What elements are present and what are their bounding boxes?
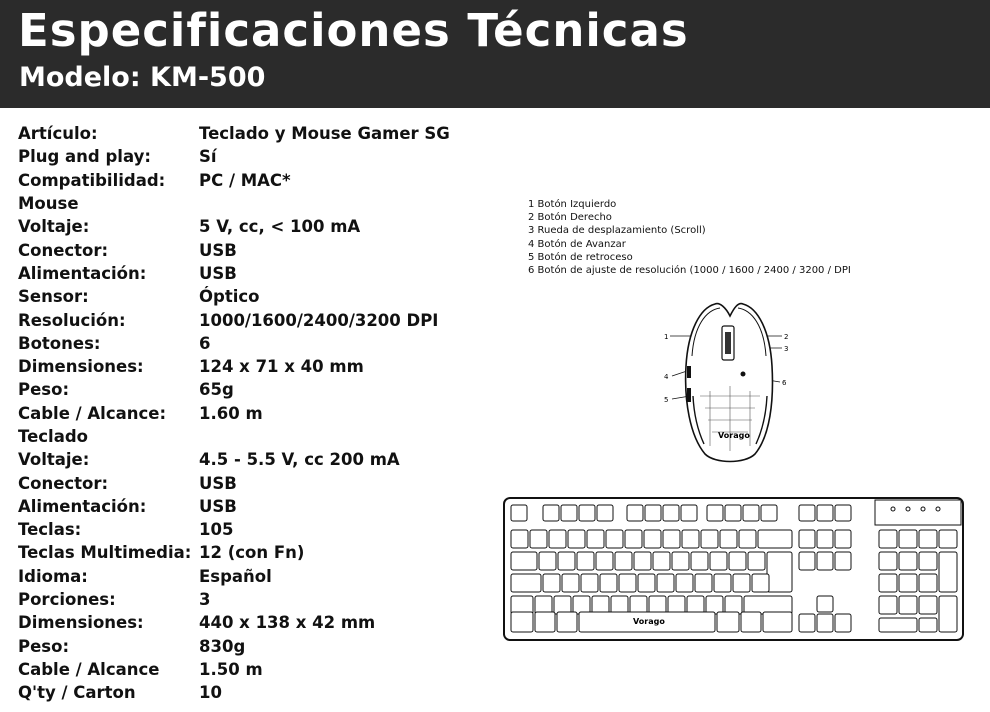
spec-label: Idioma: xyxy=(18,566,88,586)
spec-value: 6 xyxy=(199,333,211,353)
keyboard-key xyxy=(799,530,815,548)
spec-label: Conector: xyxy=(18,473,109,493)
keyboard-key xyxy=(562,574,579,592)
spec-row xyxy=(18,378,488,401)
keyboard-key xyxy=(557,612,577,632)
spec-label: Conector: xyxy=(18,240,109,260)
spec-row xyxy=(18,565,488,588)
spec-label: Peso: xyxy=(18,636,70,656)
keyboard-key xyxy=(676,574,693,592)
spec-row xyxy=(18,145,488,168)
spec-label: Botones: xyxy=(18,333,101,353)
keyboard-key xyxy=(879,530,897,548)
keyboard-key xyxy=(668,596,685,614)
spec-value: 3 xyxy=(199,590,211,610)
spec-value: 65g xyxy=(199,380,234,400)
spec-row xyxy=(18,238,488,261)
keyboard-key xyxy=(899,552,917,570)
keyboard-key xyxy=(714,574,731,592)
spec-row xyxy=(18,262,488,285)
keyboard-key xyxy=(919,530,937,548)
keyboard-key xyxy=(511,596,533,614)
keyboard-key xyxy=(573,596,590,614)
page-title: Especificaciones Técnicas xyxy=(18,4,689,57)
keyboard-key xyxy=(879,552,897,570)
keyboard-key xyxy=(535,596,552,614)
spec-label: Dimensiones: xyxy=(18,357,144,377)
spec-row xyxy=(18,471,488,494)
spec-row xyxy=(18,332,488,355)
spec-value: Sí xyxy=(199,147,217,167)
keyboard-key xyxy=(645,505,661,521)
spec-row xyxy=(18,635,488,658)
keyboard-key xyxy=(899,596,917,614)
spec-label: Alimentación: xyxy=(18,263,147,283)
spec-row xyxy=(18,681,488,704)
spec-row xyxy=(18,192,488,215)
legend-item: 6 Botón de ajuste de resolución (1000 / 1600 / 2400 / 3200 / DPI xyxy=(528,265,851,277)
keyboard-key xyxy=(919,574,937,592)
keyboard-key xyxy=(663,505,679,521)
callout-6: 6 xyxy=(782,379,787,387)
keyboard-key xyxy=(743,505,759,521)
keyboard-key xyxy=(579,505,595,521)
dpi-button xyxy=(741,372,746,377)
keyboard-key xyxy=(627,505,643,521)
keyboard-key xyxy=(835,530,851,548)
spec-label: Plug and play: xyxy=(18,147,151,167)
legend-item: 3 Rueda de desplazamiento (Scroll) xyxy=(528,225,706,237)
spec-row xyxy=(18,122,488,145)
keyboard-key xyxy=(919,596,937,614)
spec-label: Cable / Alcance xyxy=(18,659,160,679)
spec-row xyxy=(18,285,488,308)
spec-row xyxy=(18,215,488,238)
keyboard-key xyxy=(596,552,613,570)
spec-value: Español xyxy=(199,566,272,586)
keyboard-key xyxy=(717,612,739,632)
keyboard-key xyxy=(899,574,917,592)
mouse-brand-logo: Vorago xyxy=(718,431,750,440)
keyboard-key xyxy=(879,596,897,614)
spec-row xyxy=(18,425,488,448)
keyboard-key xyxy=(543,574,560,592)
keyboard-key xyxy=(672,552,689,570)
legend-item: 2 Botón Derecho xyxy=(528,212,612,224)
spec-row xyxy=(18,402,488,425)
keyboard-key xyxy=(606,530,623,548)
keyboard-key xyxy=(549,530,566,548)
callout-1: 1 xyxy=(664,333,669,341)
keyboard-key xyxy=(919,552,937,570)
keyboard-key xyxy=(511,505,527,521)
keyboard-key xyxy=(695,574,712,592)
keyboard-key xyxy=(758,530,792,548)
keyboard-key xyxy=(681,505,697,521)
keyboard-key xyxy=(939,596,957,632)
spec-row xyxy=(18,355,488,378)
keyboard-key xyxy=(682,530,699,548)
keyboard-key xyxy=(799,614,815,632)
keyboard-key xyxy=(511,530,528,548)
keyboard-key xyxy=(634,552,651,570)
keyboard-diagram xyxy=(503,497,964,641)
spec-value: 1.60 m xyxy=(199,403,263,423)
spec-label: Resolución: xyxy=(18,310,126,330)
spec-label: Q'ty / Carton xyxy=(18,683,136,703)
keyboard-key xyxy=(939,552,957,592)
keyboard-key xyxy=(511,612,533,632)
spec-value: 5 V, cc, < 100 mA xyxy=(199,217,361,237)
keyboard-key xyxy=(919,618,937,632)
spec-row xyxy=(18,658,488,681)
mouse-legend xyxy=(528,198,851,277)
keyboard-key xyxy=(625,530,642,548)
keyboard-key xyxy=(687,596,704,614)
spec-label: Compatibilidad: xyxy=(18,170,166,190)
keyboard-key xyxy=(707,505,723,521)
keyboard-key xyxy=(799,552,815,570)
spec-label: Voltaje: xyxy=(18,450,90,470)
keyboard-key xyxy=(899,530,917,548)
legend-item: 5 Botón de retroceso xyxy=(528,251,633,263)
spec-value: 440 x 138 x 42 mm xyxy=(199,613,376,633)
keyboard-key xyxy=(663,530,680,548)
keyboard-key xyxy=(748,552,765,570)
keyboard-key xyxy=(539,552,556,570)
keyboard-key xyxy=(543,505,559,521)
keyboard-key xyxy=(761,505,777,521)
keyboard-key xyxy=(530,530,547,548)
keyboard-key xyxy=(879,618,917,632)
keyboard-key xyxy=(691,552,708,570)
spec-value: Óptico xyxy=(199,287,260,307)
keyboard-key xyxy=(817,596,833,612)
side-button-back xyxy=(687,388,691,402)
keyboard-key xyxy=(600,574,617,592)
keyboard-key xyxy=(741,612,761,632)
scroll-wheel-grip xyxy=(725,332,731,354)
keyboard-key xyxy=(587,530,604,548)
keyboard-key xyxy=(817,530,833,548)
spec-label: Voltaje: xyxy=(18,217,90,237)
keyboard-key xyxy=(592,596,609,614)
spec-value: 4.5 - 5.5 V, cc 200 mA xyxy=(199,450,400,470)
keyboard-key xyxy=(835,614,851,632)
spec-value: USB xyxy=(199,263,237,283)
spec-row xyxy=(18,541,488,564)
keyboard-key xyxy=(581,574,598,592)
legend-item: 1 Botón Izquierdo xyxy=(528,199,617,210)
keyboard-key xyxy=(597,505,613,521)
spec-label: Alimentación: xyxy=(18,496,147,516)
legend-item: 4 Botón de Avanzar xyxy=(528,238,626,250)
keyboard-key xyxy=(535,612,555,632)
spec-table xyxy=(18,122,488,704)
spec-label: Teclas: xyxy=(18,520,82,540)
spec-value: 124 x 71 x 40 mm xyxy=(199,357,364,377)
keyboard-key xyxy=(720,530,737,548)
keyboard-key xyxy=(511,574,541,592)
indicator-panel xyxy=(875,500,961,525)
keyboard-key xyxy=(817,552,833,570)
spec-row xyxy=(18,518,488,541)
keyboard-key xyxy=(511,552,537,570)
spec-value: 830g xyxy=(199,636,246,656)
model-subtitle: Modelo: KM-500 xyxy=(19,62,266,93)
keyboard-key xyxy=(799,505,815,521)
spec-row xyxy=(18,308,488,331)
keyboard-key xyxy=(653,552,670,570)
keyboard-key xyxy=(835,552,851,570)
keyboard-key xyxy=(879,574,897,592)
spec-label: Dimensiones: xyxy=(18,613,144,633)
keyboard-key xyxy=(733,574,750,592)
keyboard-key xyxy=(739,530,756,548)
spec-label: Teclado xyxy=(18,427,88,446)
callout-2: 2 xyxy=(784,333,789,341)
spec-value: 105 xyxy=(199,520,234,540)
keyboard-key xyxy=(649,596,666,614)
keyboard-key xyxy=(638,574,655,592)
header-banner xyxy=(0,0,990,108)
spec-row xyxy=(18,448,488,471)
keyboard-key xyxy=(611,596,628,614)
spec-label: Sensor: xyxy=(18,287,89,307)
spec-value: PC / MAC* xyxy=(199,170,291,190)
keyboard-key xyxy=(619,574,636,592)
spec-row xyxy=(18,495,488,518)
keyboard-key xyxy=(701,530,718,548)
spec-label: Porciones: xyxy=(18,590,116,610)
keyboard-key xyxy=(615,552,632,570)
spec-row xyxy=(18,611,488,634)
keyboard-key xyxy=(577,552,594,570)
keyboard-key xyxy=(729,552,746,570)
side-button-forward xyxy=(687,366,691,378)
keyboard-key xyxy=(817,614,833,632)
spec-value: 12 (con Fn) xyxy=(199,543,305,563)
keyboard-key xyxy=(554,596,571,614)
callout-3: 3 xyxy=(784,345,789,353)
keyboard-key xyxy=(744,596,792,614)
keyboard-key xyxy=(763,612,792,632)
keyboard-key xyxy=(835,505,851,521)
keyboard-key xyxy=(657,574,674,592)
keyboard-key xyxy=(706,596,723,614)
keyboard-key xyxy=(561,505,577,521)
keyboard-key xyxy=(630,596,647,614)
keyboard-key xyxy=(558,552,575,570)
spec-label: Mouse xyxy=(18,194,79,214)
spec-label: Peso: xyxy=(18,380,70,400)
spec-value: USB xyxy=(199,496,237,516)
keyboard-key xyxy=(752,574,769,592)
spec-value: 10 xyxy=(199,683,222,703)
spec-label: Cable / Alcance: xyxy=(18,403,167,423)
mouse-diagram xyxy=(660,296,800,471)
keyboard-key xyxy=(710,552,727,570)
keyboard-key xyxy=(644,530,661,548)
spec-row xyxy=(18,169,488,192)
keyboard-key xyxy=(767,552,792,592)
keyboard-key xyxy=(939,530,957,548)
spec-value: Teclado y Mouse Gamer SG xyxy=(199,124,450,144)
keyboard-key xyxy=(725,505,741,521)
spec-value: USB xyxy=(199,240,237,260)
spec-value: USB xyxy=(199,473,237,493)
callout-5: 5 xyxy=(664,396,669,404)
keyboard-key xyxy=(817,505,833,521)
callout-4: 4 xyxy=(664,373,669,381)
spec-row xyxy=(18,588,488,611)
spec-label: Artículo: xyxy=(18,124,98,144)
spec-value: 1.50 m xyxy=(199,659,263,679)
keyboard-key xyxy=(568,530,585,548)
spec-value: 1000/1600/2400/3200 DPI xyxy=(199,310,439,330)
spec-label: Teclas Multimedia: xyxy=(18,543,192,563)
keyboard-key xyxy=(725,596,742,614)
keyboard-brand-logo: Vorago xyxy=(633,617,665,626)
